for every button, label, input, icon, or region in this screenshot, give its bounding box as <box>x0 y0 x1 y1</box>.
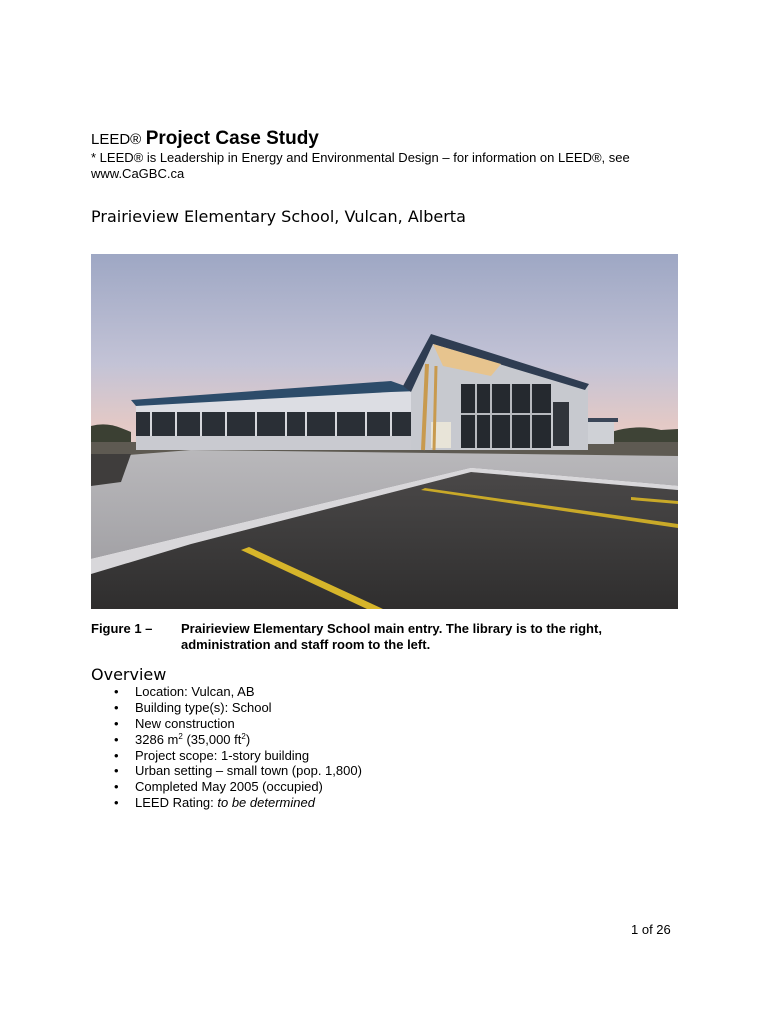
area-imperial-superscript: 2 <box>241 731 246 741</box>
document-title <box>91 128 319 150</box>
area-imperial: (35,000 ft <box>182 731 242 747</box>
figure-caption-text: Prairieview Elementary School main entry. The library is to the right, administration and staff room to the left. <box>181 621 602 652</box>
list-item-setting: • Urban setting – small town (pop. 1,800) <box>91 763 362 779</box>
project-name-heading: Prairieview Elementary School, Vulcan, Alberta <box>91 207 466 226</box>
list-item-scope: • Project scope: 1-story building <box>91 748 362 764</box>
leed-footnote: * LEED® is Leadership in Energy and Environmental Design – for information on LEED®, see www.CaGBC.ca <box>91 150 630 181</box>
list-item-rating <box>91 795 362 811</box>
list-item-construction: • New construction <box>91 716 362 732</box>
title-prefix: LEED® <box>91 131 142 148</box>
list-item-area <box>91 732 362 748</box>
area-metric: 3286 m <box>135 731 179 747</box>
school-photo <box>91 254 678 609</box>
figure-label: Figure 1 – <box>91 621 153 636</box>
title-main: Project Case Study <box>145 128 319 149</box>
area-close: ) <box>245 731 251 747</box>
list-item-completed: • Completed May 2005 (occupied) <box>91 779 362 795</box>
rating-label: LEED Rating: <box>135 795 218 811</box>
page-number: 1 of 26 <box>631 922 671 937</box>
rating-value: to be determined <box>217 795 315 811</box>
area-metric-superscript: 2 <box>178 731 183 741</box>
list-item-location: • Location: Vulcan, AB <box>91 684 362 700</box>
overview-list <box>91 684 362 811</box>
overview-heading: Overview <box>91 665 167 684</box>
list-item-building-type: • Building type(s): School <box>91 700 362 716</box>
